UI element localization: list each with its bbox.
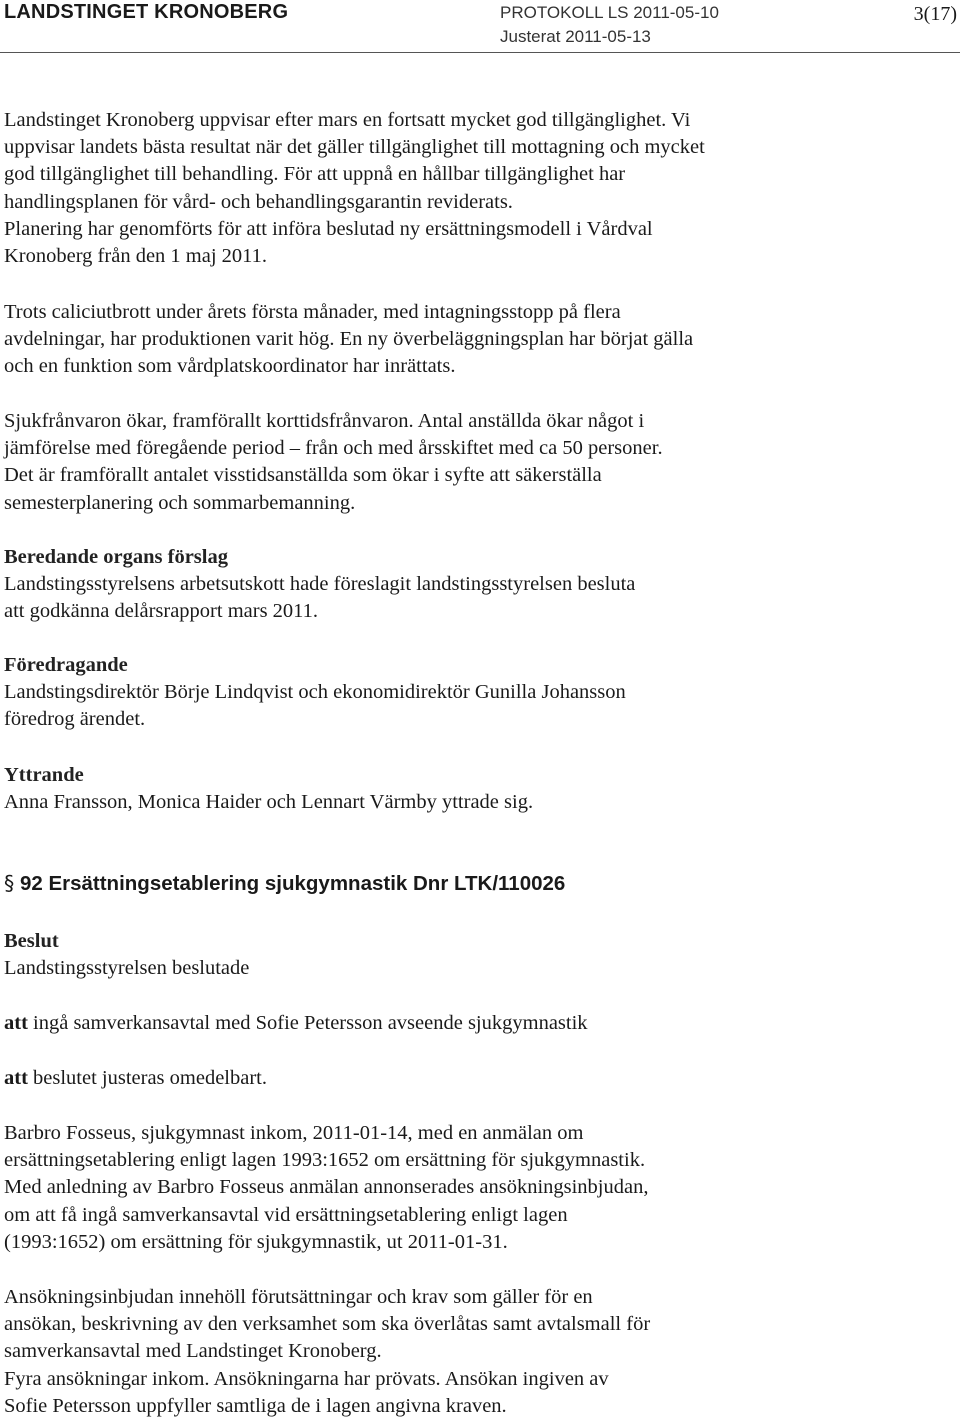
section-symbol: § (4, 871, 15, 895)
text-line: handlingsplanen för vård- och behandlingsgarantin reviderats. (4, 190, 513, 213)
section-foredragande (4, 652, 944, 734)
header-divider (0, 52, 960, 53)
clause-text: ingå samverkansavtal med Sofie Petersson avseende sjukgymnastik (27, 1012, 588, 1034)
adjusted-date: Justerat 2011-05-13 (500, 27, 651, 46)
text-line: Sofie Petersson uppfyller samtliga de i lagen angivna kraven. (4, 1394, 507, 1417)
text-line: jämförelse med föregående period – från och med årsskiftet med ca 50 personer. (4, 437, 663, 460)
beslut-intro: Landstingsstyrelsen beslutade (4, 957, 250, 980)
text-line: Landstingsdirektör Börje Lindqvist och ekonomidirektör Gunilla Johansson (4, 681, 626, 704)
page-number: 3(17) (913, 3, 957, 25)
section-beredande (4, 544, 944, 626)
paragraph-application (4, 1120, 944, 1256)
section-yttrande (4, 762, 944, 816)
section-title (4, 871, 565, 896)
att-keyword: att (4, 1067, 28, 1089)
beredande-heading: Beredande organs förslag (4, 546, 228, 568)
text-line: Landstinget Kronoberg uppvisar efter mars en fortsatt mycket god tillgänglighet. Vi (4, 109, 691, 131)
text-line: avdelningar, har produktionen varit hög. En ny överbeläggningsplan har börjat gälla (4, 328, 694, 351)
text-line: god tillgänglighet till behandling. För att uppnå en hållbar tillgänglighet har (4, 163, 626, 186)
section-beslut (4, 928, 944, 982)
text-line: (1993:1652) om ersättning för sjukgymnastik, ut 2011-01-31. (4, 1230, 508, 1253)
text-line: föredrog ärendet. (4, 708, 146, 731)
clause-text: beslutet justeras omedelbart. (27, 1067, 267, 1089)
beslut-clause-2 (4, 1065, 944, 1092)
protocol-label: PROTOKOLL LS 2011-05-10 (500, 3, 719, 22)
beslut-heading: Beslut (4, 930, 59, 952)
text-line: att godkänna delårsrapport mars 2011. (4, 600, 319, 623)
section-title-text: 92 Ersättningsetablering sjukgymnastik Dnr LTK/110026 (19, 872, 566, 895)
text-line: semesterplanering och sommarbemanning. (4, 491, 356, 514)
text-line: ersättningsetablering enligt lagen 1993:1652 om ersättning för sjukgymnastik. (4, 1149, 646, 1172)
yttrande-heading: Yttrande (4, 764, 84, 786)
page-header (0, 0, 960, 60)
foredragande-heading: Föredragande (4, 654, 128, 676)
paragraph-sick-leave (4, 408, 944, 517)
paragraph-invitation (4, 1284, 944, 1420)
text-line: Med anledning av Barbro Fosseus anmälan annonserades ansökningsinbjudan, (4, 1176, 649, 1199)
paragraph-production (4, 299, 944, 381)
text-line: Kronoberg från den 1 maj 2011. (4, 245, 268, 268)
text-line: Anna Fransson, Monica Haider och Lennart Värmby yttrade sig. (4, 791, 534, 814)
beslut-clause-1 (4, 1010, 944, 1037)
text-line: Planering har genomförts för att införa beslutad ny ersättningsmodell i Vårdval (4, 217, 653, 240)
paragraph-accessibility (4, 107, 944, 270)
text-line: Fyra ansökningar inkom. Ansökningarna har prövats. Ansökan ingiven av (4, 1367, 609, 1390)
text-line: Trots caliciutbrott under årets första månader, med intagningsstopp på flera (4, 301, 621, 323)
att-keyword: att (4, 1012, 28, 1034)
text-line: samverkansavtal med Landstinget Kronoberg. (4, 1340, 382, 1363)
text-line: Det är framförallt antalet visstidsanställda som ökar i syfte att säkerställa (4, 464, 602, 487)
text-line: ansökan, beskrivning av den verksamhet som ska överlåtas samt avtalsmall för (4, 1313, 651, 1336)
organization-name: LANDSTINGET KRONOBERG (4, 1, 289, 23)
text-line: Ansökningsinbjudan innehöll förutsättningar och krav som gäller för en (4, 1286, 593, 1308)
text-line: uppvisar landets bästa resultat när det gäller tillgänglighet till mottagning och mycket (4, 136, 705, 159)
text-line: och en funktion som vårdplatskoordinator har inrättats. (4, 355, 456, 378)
text-line: Sjukfrånvaron ökar, framförallt korttidsfrånvaron. Antal anställda ökar något i (4, 410, 645, 432)
text-line: Barbro Fosseus, sjukgymnast inkom, 2011-01-14, med en anmälan om (4, 1122, 584, 1144)
text-line: Landstingsstyrelsens arbetsutskott hade föreslagit landstingsstyrelsen besluta (4, 573, 636, 596)
text-line: om att få ingå samverkansavtal vid ersättningsetablering enligt lagen (4, 1203, 568, 1226)
